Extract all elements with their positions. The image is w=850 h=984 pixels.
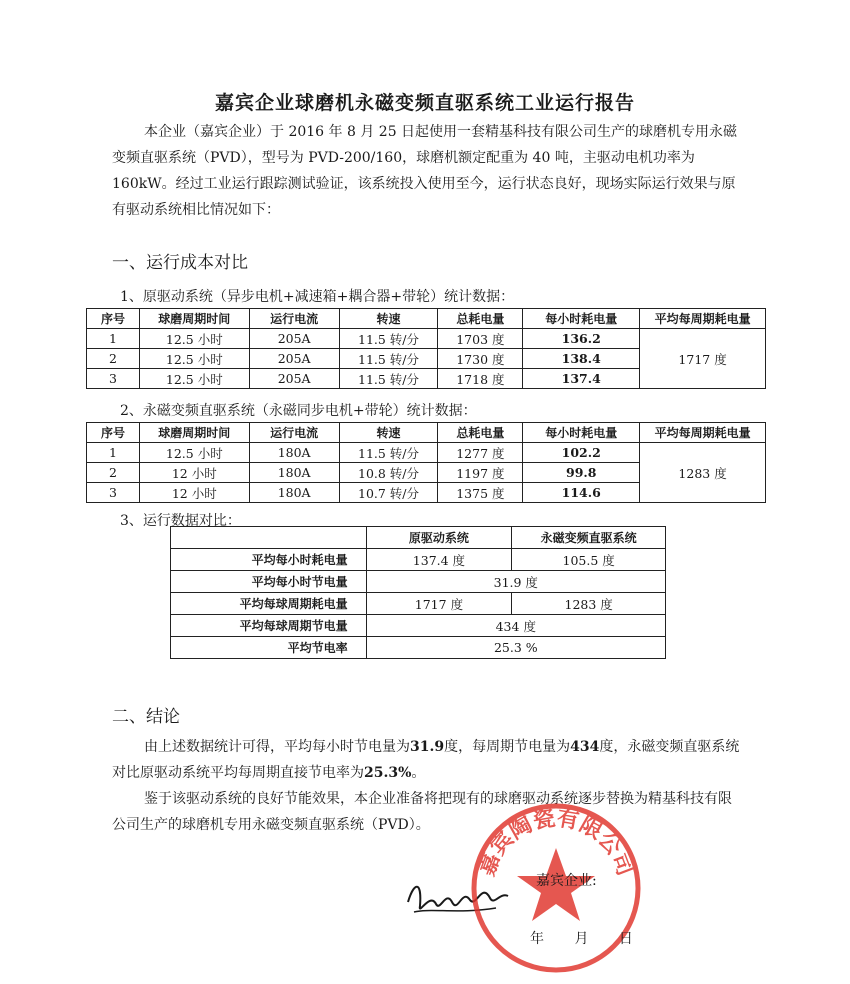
col-header: 总耗电量 (438, 423, 523, 443)
section1-heading: 一、运行成本对比 (112, 253, 248, 273)
cell: 434 度 (366, 615, 665, 637)
table-row (171, 593, 666, 615)
table-row (171, 615, 666, 637)
cell: 10.7 转/分 (339, 483, 438, 503)
row-label: 平均每球周期耗电量 (171, 593, 367, 615)
col-header-pm: 永磁变频直驱系统 (512, 527, 666, 549)
cell: 31.9 度 (366, 571, 665, 593)
table-header-row (87, 423, 766, 443)
row-label: 平均节电率 (171, 637, 367, 659)
cell: 102.2 (523, 443, 640, 463)
cell: 136.2 (523, 329, 640, 349)
value-saving-rate: 25.3% (364, 765, 412, 781)
col-header: 序号 (87, 309, 140, 329)
cell: 180A (249, 483, 339, 503)
table-row (87, 443, 766, 463)
table-pm-drive (86, 422, 766, 503)
cell: 137.4 度 (366, 549, 512, 571)
cell: 11.5 转/分 (339, 443, 438, 463)
cell: 1 (87, 443, 140, 463)
cell: 137.4 (523, 369, 640, 389)
col-header: 每小时耗电量 (523, 309, 640, 329)
cell: 180A (249, 463, 339, 483)
conclusion-text: 度，永磁变频直驱系统对比原驱动系统平均每周期直接节电率为 (112, 739, 740, 781)
col-header-original: 原驱动系统 (366, 527, 512, 549)
col-header: 转速 (339, 309, 438, 329)
cell: 11.5 转/分 (339, 349, 438, 369)
table-row (171, 637, 666, 659)
cell: 2 (87, 463, 140, 483)
cell: 1730 度 (438, 349, 523, 369)
seal-text: 嘉宾陶瓷有限公司 (473, 805, 639, 880)
avg-cell: 1283 度 (640, 443, 766, 503)
cell: 12.5 小时 (139, 443, 249, 463)
plan-paragraph: 鉴于该驱动系统的良好节能效果，本企业准备将把现有的球磨驱动系统逐步替换为精基科技有限公司生产的球磨机专用永磁变频直驱系统（PVD）。 (112, 791, 732, 833)
cell: 99.8 (523, 463, 640, 483)
signing-date: 年 月 日 (530, 931, 633, 947)
cell: 1375 度 (438, 483, 523, 503)
cell: 10.8 转/分 (339, 463, 438, 483)
col-header: 总耗电量 (438, 309, 523, 329)
cell: 205A (249, 329, 339, 349)
cell: 205A (249, 369, 339, 389)
conclusion-paragraph (112, 734, 744, 786)
cell: 105.5 度 (512, 549, 666, 571)
cell: 1 (87, 329, 140, 349)
cell: 12.5 小时 (139, 349, 249, 369)
subsection1-heading: 1、原驱动系统（异步电机+减速箱+耦合器+带轮）统计数据： (120, 289, 515, 305)
table-row (171, 571, 666, 593)
cell: 3 (87, 483, 140, 503)
conclusion-text: 度，每周期节电量为 (444, 739, 571, 755)
row-label: 平均每球周期节电量 (171, 615, 367, 637)
subsection3-heading: 3、运行数据对比： (120, 513, 241, 529)
table-original-drive (86, 308, 766, 389)
cell: 2 (87, 349, 140, 369)
cell: 12.5 小时 (139, 329, 249, 349)
value-hourly-saving: 31.9 (410, 739, 445, 755)
cell: 1277 度 (438, 443, 523, 463)
intro-paragraph: 本企业（嘉宾企业）于 2016 年 8 月 25 日起使用一套精基科技有限公司生产的球磨机专用永磁变频直驱系统（PVD），型号为 PVD-200/160，球磨机额定配重为 40 吨，主驱动电机功率为 160kW。经过工业运行跟踪测试验证，该系统投入使用至今，运行状态良好，现场实际运行效果与原有驱动系统相比情况如下： (112, 124, 738, 218)
col-header: 平均每周期耗电量 (640, 423, 766, 443)
corner-cell (171, 527, 367, 549)
cell: 138.4 (523, 349, 640, 369)
cell: 1703 度 (438, 329, 523, 349)
report-title: 嘉宾企业球磨机永磁变频直驱系统工业运行报告 (214, 92, 635, 114)
cell: 11.5 转/分 (339, 329, 438, 349)
avg-cell: 1717 度 (640, 329, 766, 389)
col-header: 每小时耗电量 (523, 423, 640, 443)
cell: 12.5 小时 (139, 369, 249, 389)
conclusion-text: 。 (411, 765, 426, 781)
conclusion-text: 由上述数据统计可得，平均每小时节电量为 (144, 739, 410, 755)
cell: 1717 度 (366, 593, 512, 615)
col-header: 转速 (339, 423, 438, 443)
cell: 3 (87, 369, 140, 389)
cell: 180A (249, 443, 339, 463)
col-header: 球磨周期时间 (139, 423, 249, 443)
cell: 1718 度 (438, 369, 523, 389)
row-label: 平均每小时耗电量 (171, 549, 367, 571)
table-header-row (171, 527, 666, 549)
table-header-row (87, 309, 766, 329)
col-header: 运行电流 (249, 423, 339, 443)
col-header: 运行电流 (249, 309, 339, 329)
cell: 114.6 (523, 483, 640, 503)
cell: 1283 度 (512, 593, 666, 615)
subsection2-heading: 2、永磁变频直驱系统（永磁同步电机+带轮）统计数据： (120, 403, 477, 419)
col-header: 序号 (87, 423, 140, 443)
cell: 1197 度 (438, 463, 523, 483)
cell: 25.3 % (366, 637, 665, 659)
value-cycle-saving: 434 (570, 739, 600, 755)
section2-heading: 二、结论 (112, 707, 180, 727)
cell: 205A (249, 349, 339, 369)
table-row (87, 329, 766, 349)
table-comparison (170, 526, 666, 659)
table-row (171, 549, 666, 571)
col-header: 球磨周期时间 (139, 309, 249, 329)
col-header: 平均每周期耗电量 (640, 309, 766, 329)
row-label: 平均每小时节电量 (171, 571, 367, 593)
signer-label: 嘉宾企业: (536, 873, 597, 889)
cell: 12 小时 (139, 463, 249, 483)
cell: 11.5 转/分 (339, 369, 438, 389)
cell: 12 小时 (139, 483, 249, 503)
